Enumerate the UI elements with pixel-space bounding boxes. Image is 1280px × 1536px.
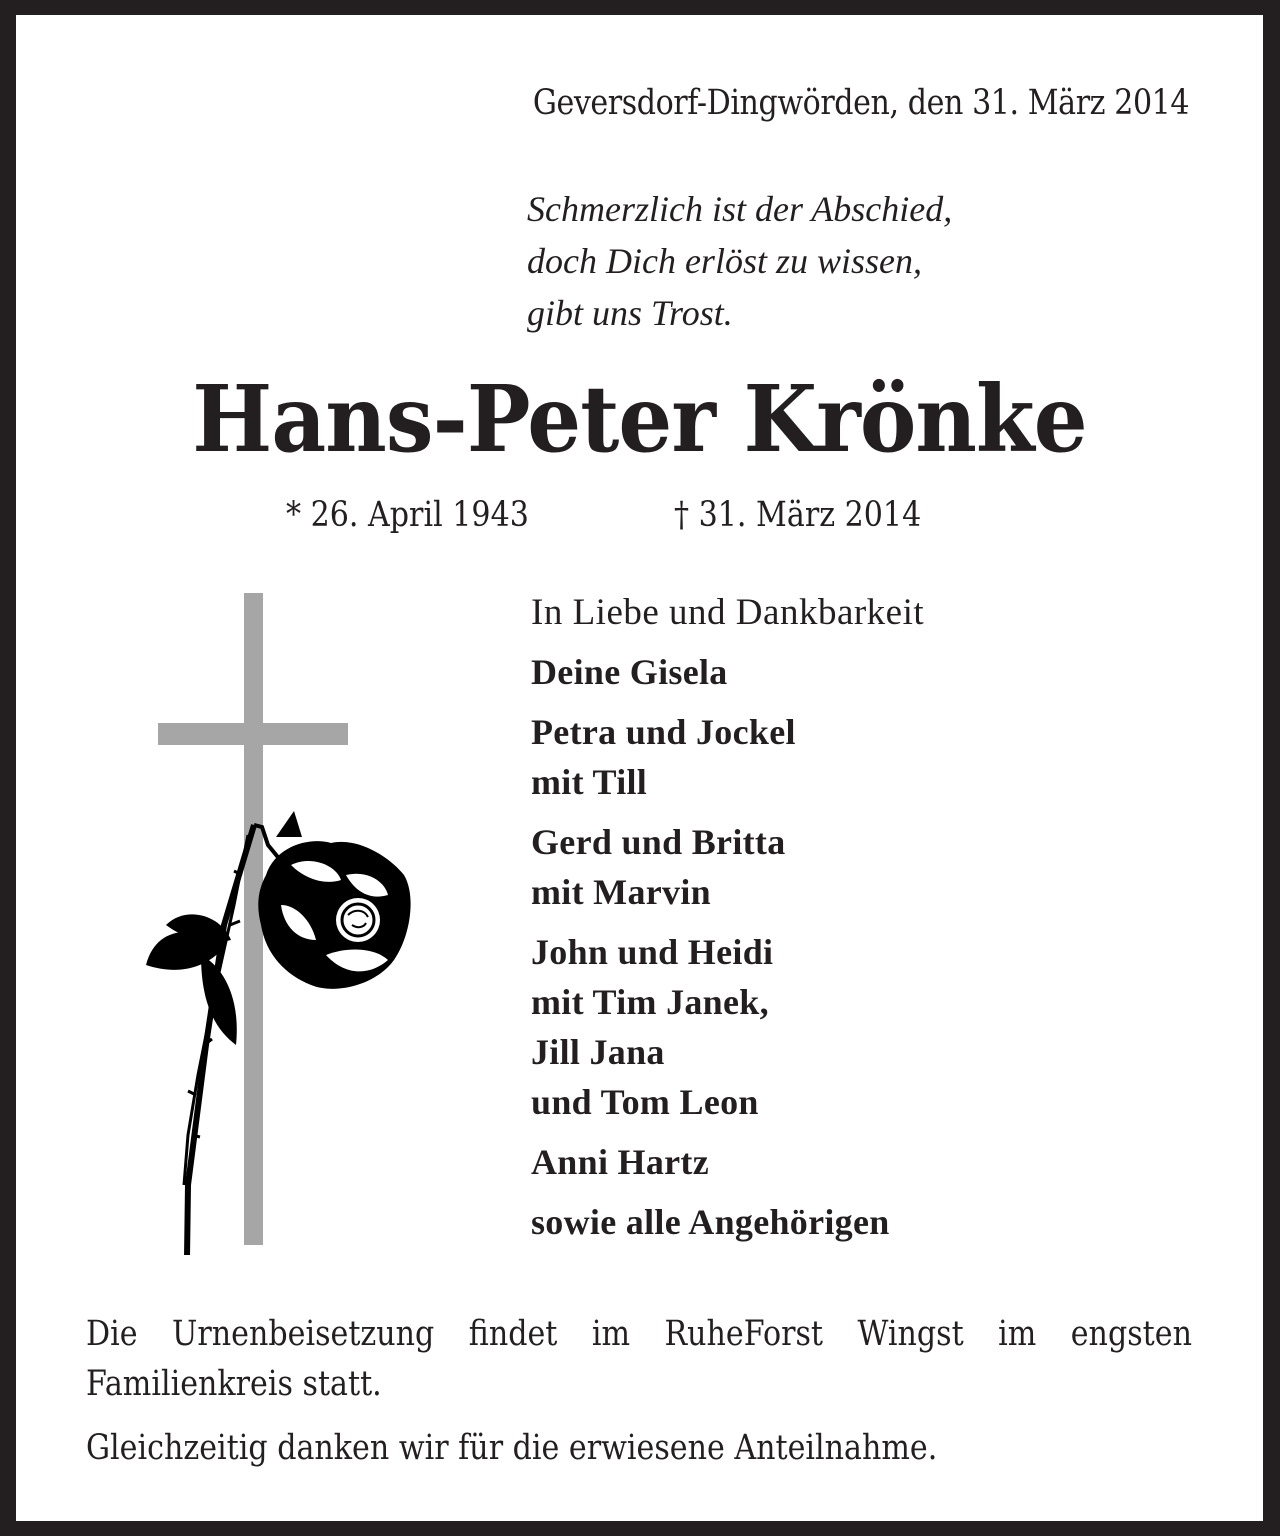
mourner-line: mit Tim Janek,	[531, 982, 769, 1022]
death-date: † 31. März 2014	[674, 495, 922, 535]
mourner-line: Deine Gisela	[531, 652, 728, 692]
burial-notice: Die Urnenbeisetzung findet im RuheForst Wingst im engsten Familienkreis statt.	[86, 1314, 1192, 1404]
mourner-group	[531, 647, 924, 697]
mourner-group	[531, 817, 924, 917]
thanks-note: Gleichzeitig danken wir für die erwiesene Anteilnahme.	[86, 1428, 938, 1468]
mourners-intro: In Liebe und Dankbarkeit	[531, 592, 925, 633]
mourner-line: mit Marvin	[531, 872, 711, 912]
mourner-line: John und Heidi	[531, 932, 774, 972]
mourner-group	[531, 927, 924, 1127]
obituary-card	[16, 15, 1263, 1521]
mourner-line: mit Till	[531, 762, 648, 802]
footer-notice	[86, 1309, 1192, 1473]
mourner-line: und Tom Leon	[531, 1082, 759, 1122]
motto-line: gibt uns Trost.	[527, 293, 733, 333]
motto-line: Schmerzlich ist der Abschied,	[527, 189, 953, 229]
mourners-list	[531, 589, 924, 1247]
motto-line: doch Dich erlöst zu wissen,	[527, 241, 922, 281]
mourner-line: Jill Jana	[531, 1032, 665, 1072]
deceased-name: Hans-Peter Krönke	[192, 365, 1087, 473]
mourner-line: Anni Hartz	[531, 1142, 709, 1182]
mourner-line: Gerd und Britta	[531, 822, 786, 862]
cross-with-rose-icon	[126, 575, 426, 1255]
mourner-group	[531, 1137, 924, 1187]
mourner-group	[531, 1197, 924, 1247]
place-date: Geversdorf-Dingwörden, den 31. März 2014	[532, 83, 1189, 123]
mourner-group	[531, 707, 924, 807]
mourner-line: sowie alle Angehörigen	[531, 1202, 890, 1242]
motto-verse	[527, 183, 952, 339]
mourner-line: Petra und Jockel	[531, 712, 796, 752]
birth-date: * 26. April 1943	[286, 495, 529, 535]
